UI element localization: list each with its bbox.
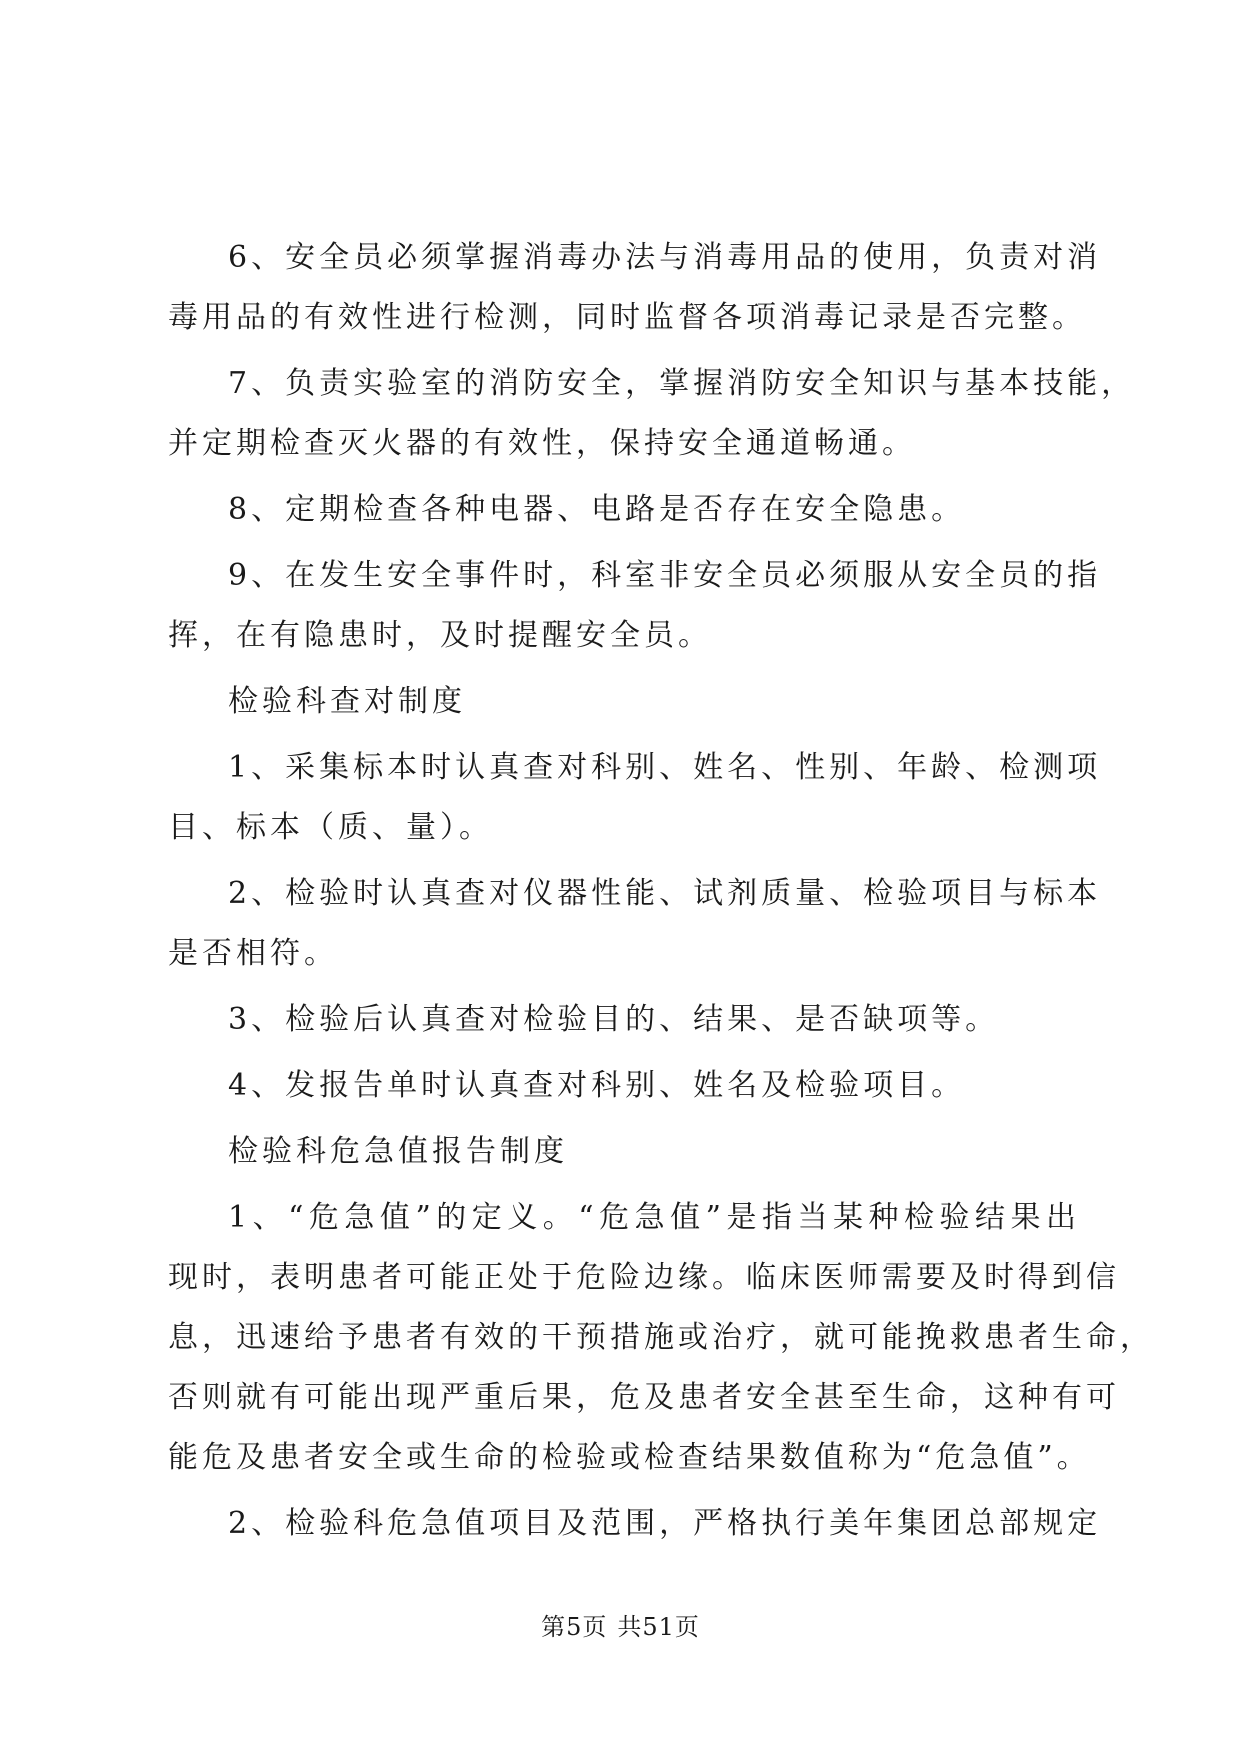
paragraph-line: 2、检验时认真查对仪器性能、试剂质量、检验项目与标本 [228,876,1102,911]
paragraph-line: 毒用品的有效性进行检测，同时监督各项消毒记录是否完整。 [168,300,1086,335]
page-number: 第5页 [541,1613,608,1641]
paragraph-line: 是否相符。 [168,936,338,971]
paragraph-line: 7、负责实验室的消防安全，掌握消防安全知识与基本技能， [228,366,1136,401]
paragraph-line: 2、检验科危急值项目及范围，严格执行美年集团总部规定 [228,1506,1102,1541]
paragraph-line: 4、发报告单时认真查对科别、姓名及检验项目。 [228,1068,966,1103]
paragraph-line: 目、标本（质、量）。 [168,810,493,845]
paragraph-line: 并定期检查灭火器的有效性，保持安全通道畅通。 [168,426,916,461]
page-footer [0,1612,1241,1642]
paragraph-line: 1、采集标本时认真查对科别、姓名、性别、年龄、检测项 [228,750,1102,785]
section-heading: 检验科查对制度 [228,684,466,719]
page-total: 共51页 [617,1613,700,1641]
paragraph-line: 6、安全员必须掌握消毒办法与消毒用品的使用，负责对消 [228,240,1102,275]
paragraph-line: 现时，表明患者可能正处于危险边缘。临床医师需要及时得到信 [168,1260,1120,1295]
paragraph-line: 能危及患者安全或生命的检验或检查结果数值称为“危急值”。 [168,1440,1091,1475]
paragraph-line: 9、在发生安全事件时，科室非安全员必须服从安全员的指 [228,558,1102,593]
paragraph-line: 1、“危急值”的定义。“危急值”是指当某种检验结果出 [228,1200,1080,1235]
paragraph-line: 挥，在有隐患时，及时提醒安全员。 [168,618,712,653]
paragraph-line: 3、检验后认真查对检验目的、结果、是否缺项等。 [228,1002,1000,1037]
section-heading: 检验科危急值报告制度 [228,1134,568,1169]
paragraph-line: 否则就有可能出现严重后果，危及患者安全甚至生命，这种有可 [168,1380,1120,1415]
paragraph-line: 8、定期检查各种电器、电路是否存在安全隐患。 [228,492,966,527]
paragraph-line: 息，迅速给予患者有效的干预措施或治疗，就可能挽救患者生命， [168,1320,1154,1355]
